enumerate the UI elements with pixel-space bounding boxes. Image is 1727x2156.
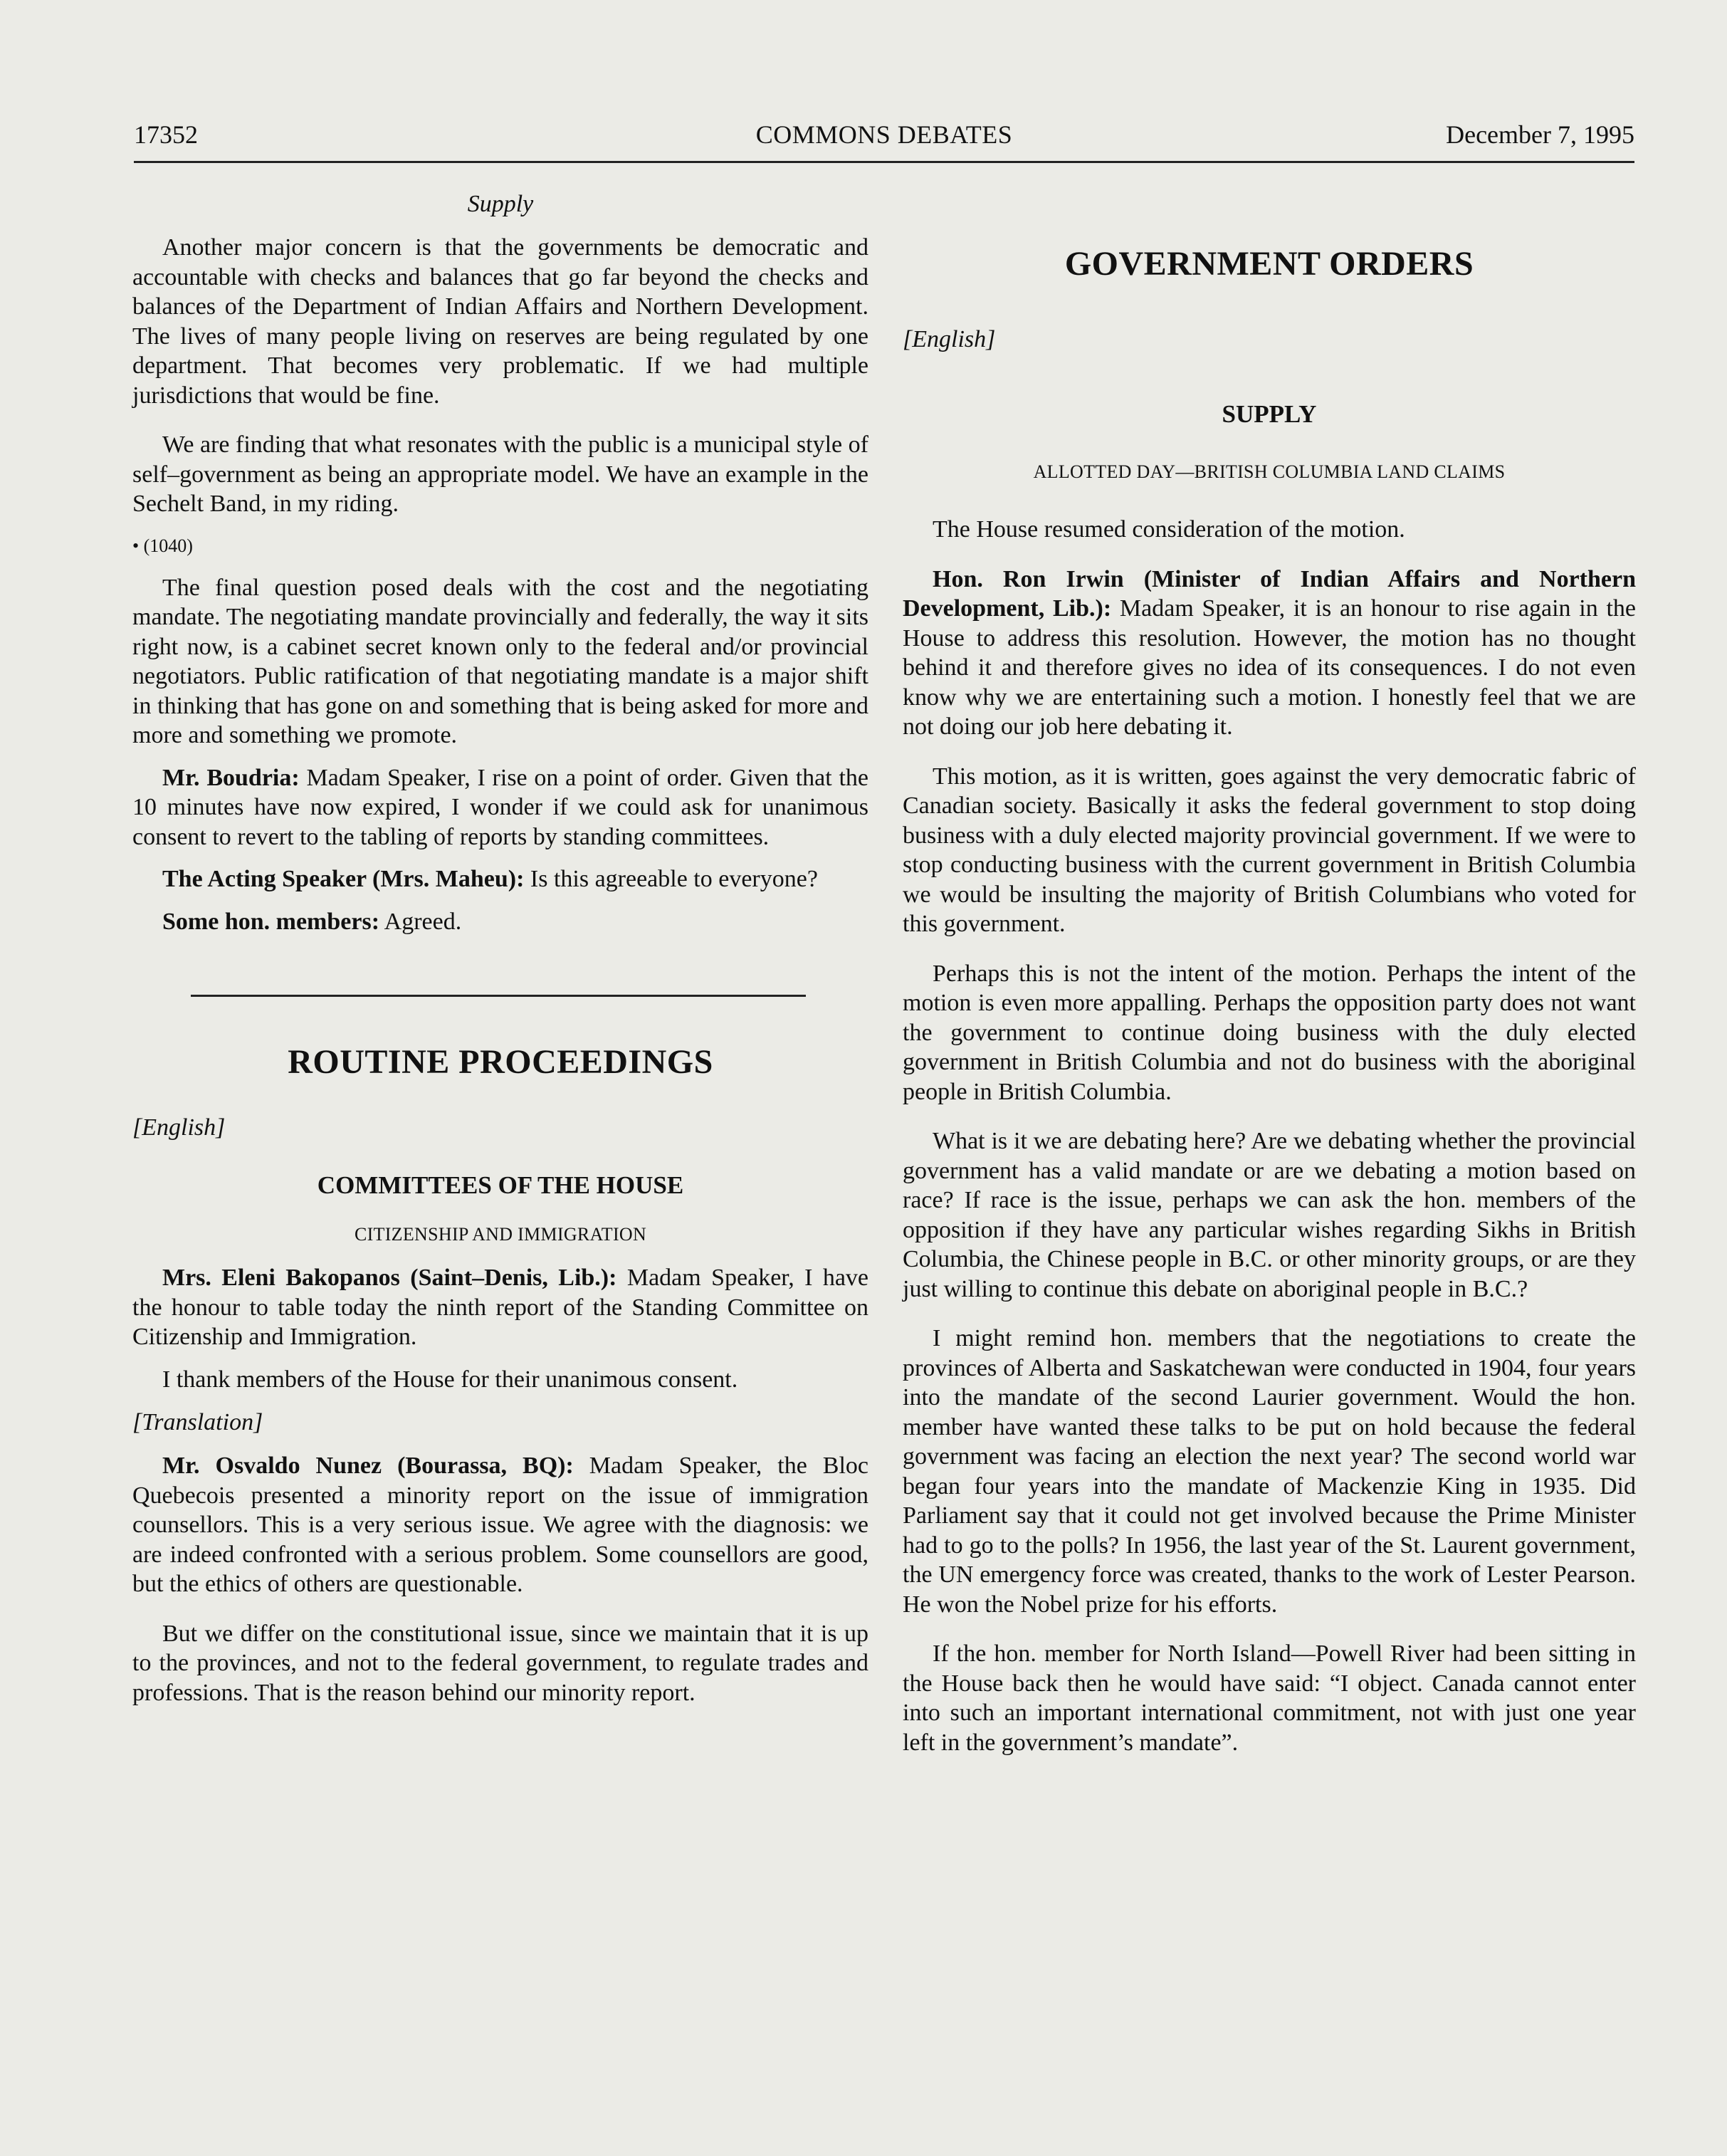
right-column [903,189,1636,1757]
section-label: Supply [467,191,534,217]
speech-boudria [132,763,868,852]
speaker-name: Hon. Ron Irwin (Minister of Indian Affairs and Northern Development, Lib.): [903,565,1636,622]
paragraph: I might remind hon. members that the negotiations to create the provinces of Alberta and Saskatchewan were conducted in 1904, four years into the mandate of the second Laurier government. Would the hon. member have wanted these talks to be put on hold because the federal government was facing an election the next year? The second world war began four years into the mandate of Mackenzie King in 1935. Did Parliament say that it could not get involved because the Prime Minister had to go to the polls? In 1956, the last year of the St. Laurent government, the UN emergency force was created, thanks to the work of Lester Pearson. He won the Nobel prize for his efforts. [903,1325,1636,1618]
speaker-name: The Acting Speaker (Mrs. Maheu): [162,866,525,892]
speech-text: Madam Speaker, I rise on a point of order. Given that the 10 minutes have now expired, I wonder if we could ask for unanimous consent to revert to the tabling of reports by standing committees. [132,764,869,850]
language-tag: [English] [903,326,996,352]
speech-nunez [132,1451,868,1599]
speech-text: Madam Speaker, the Bloc Quebecois presented a minority report on the issue of immigration counsellors. This is a very serious issue. We agree with the diagnosis: we are indeed confronted with a serious problem. Some counsellors are good, but the ethics of others are questionable. [132,1453,868,1597]
allotted-day-heading: ALLOTTED DAY—BRITISH COLUMBIA LAND CLAIMS [1033,461,1506,482]
speech-text: Is this agreeable to everyone? [530,866,818,892]
routine-proceedings-heading: ROUTINE PROCEEDINGS [288,1043,713,1081]
left-column [132,189,868,1707]
paragraph: The final question posed deals with the cost and the negotiating mandate. The negotiating mandate provincially and federally, the way it sits right now, is a cabinet secret known only to the federal and/or provincial negotiators. Public ratification of that negotiating mandate is a major shift in thinking that has gone on and something that is being asked for more and more and something we promote. [132,574,868,748]
paragraph: This motion, as it is written, goes against the very democratic fabric of Canadian society. Basically it asks the federal government to stop doing business with a duly elected majority provincial government. If we were to stop conducting business with the current government in British Columbia we would be insulting the majority of British Columbians who voted for this government. [903,763,1636,937]
paragraph: If the hon. member for North Island—Powell River had been sitting in the House back then he would have said: “I object. Canada cannot enter into such an important international commitment, not with just one year left in the government’s mandate”. [903,1640,1636,1756]
supply-heading: SUPPLY [1222,400,1317,428]
paragraph: Another major concern is that the governments be democratic and accountable with checks and balances that go far beyond the checks and balances of the Department of Indian Affairs and Northern Development. The lives of many people living on reserves are being regulated by one department. That becomes very problematic. If we had multiple jurisdictions that would be fine. [132,234,868,409]
speech-text: Madam Speaker, I have the honour to table today the ninth report of the Standing Committee on Citizenship and Immigration. [132,1265,869,1350]
page-number: 17352 [134,120,198,149]
speaker-name: Mr. Osvaldo Nunez (Bourassa, BQ): [162,1453,574,1479]
speaker-name: Mrs. Eleni Bakopanos (Saint–Denis, Lib.): [162,1265,617,1291]
speech-text: Agreed. [384,908,462,935]
publication-title: COMMONS DEBATES [755,120,1013,149]
committees-heading: COMMITTEES OF THE HOUSE [317,1171,684,1199]
paragraph: Perhaps this is not the intent of the motion. Perhaps the intent of the motion is even more appalling. Perhaps the opposition party does not want the government to continue doing business with the duly elected government in British Columbia and not do business with the aboriginal people in British Columbia. [903,960,1636,1105]
citizenship-heading: CITIZENSHIP AND IMMIGRATION [354,1224,647,1245]
time-stamp: • (1040) [132,535,193,556]
language-tag: [English] [132,1114,226,1141]
speech-members [132,907,868,937]
header-rule [134,161,1634,163]
speaker-name: Some hon. members: [162,908,380,935]
speech-acting-speaker [132,864,868,894]
publication-date: December 7, 1995 [1446,120,1634,149]
paragraph: I thank members of the House for their unanimous consent. [162,1366,738,1393]
paragraph: The House resumed consideration of the motion. [933,516,1405,543]
government-orders-heading: GOVERNMENT ORDERS [1064,245,1474,283]
speech-text: Madam Speaker, it is an honour to rise again in the House to address this resolution. However, the motion has no thought behind it and therefore gives no idea of its consequences. I do not even know why we are entertaining such a motion. I honestly feel that we are not doing our job here debating it. [903,595,1637,740]
paragraph: But we differ on the constitutional issue, since we maintain that it is up to the provinces, and not to the federal government, to regulate trades and professions. That is the reason behind our minority report. [132,1620,868,1706]
speech-bakopanos [132,1263,868,1352]
paragraph: What is it we are debating here? Are we debating whether the provincial government has a valid mandate or are we debating a motion based on race? If race is the issue, perhaps we can ask the hon. members of the opposition if they have any particular wishes regarding Sikhs in British Columbia, the Chinese people in B.C. or other minority groups, or are they just willing to continue this debate on aboriginal people in B.C.? [903,1128,1636,1302]
language-tag: [Translation] [132,1409,263,1435]
speaker-name: Mr. Boudria: [162,764,300,791]
page-header [134,120,1634,154]
paragraph: We are finding that what resonates with the public is a municipal style of self–government as being an appropriate model. We have an example in the Sechelt Band, in my riding. [132,431,868,517]
speech-irwin [903,565,1636,742]
